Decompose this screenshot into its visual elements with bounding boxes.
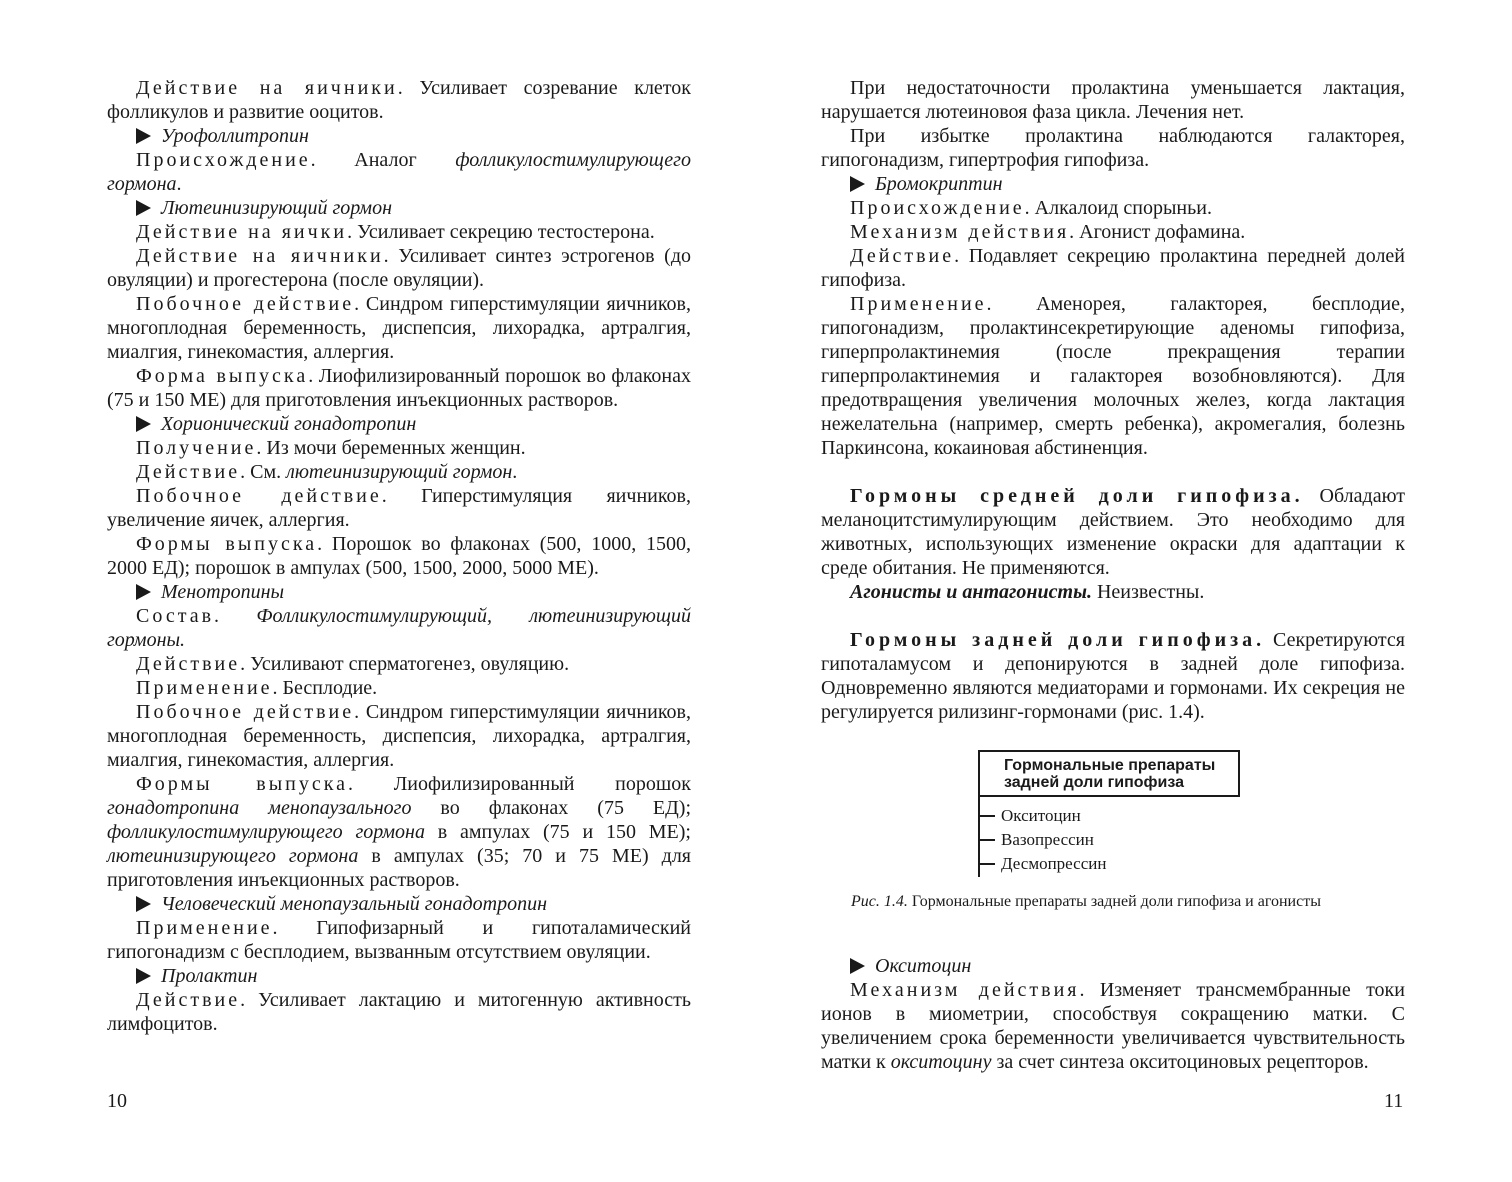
paragraph: При недостаточности пролактина уменьшается лактация, нарушается лютеиновоя фаза цикла. Лечения нет. bbox=[821, 77, 1405, 123]
triangle-bullet-icon bbox=[136, 416, 151, 432]
paragraph: Действие. См. лютеинизирующий гормон. bbox=[136, 461, 518, 483]
page-number: 10 bbox=[107, 1090, 127, 1112]
paragraph: Применение. Аменорея, галакторея, бесплодие, гипогонадизм, пролактинсекретирующие аденомы гипофиза, гиперпролактинемия (после прекращения терапии гиперпролактинемия и галакторея возобновляются). Для предотвращения увеличения молочных желез, когда лактация нежелательна (например, смерть ребенка), акромегалия, болезнь Паркинсона, кокаиновая абстиненция. bbox=[821, 293, 1405, 459]
section-paragraph: Агонисты и антагонисты. Неизвестны. bbox=[850, 581, 1205, 603]
paragraph: Механизм действия. Изменяет трансмембранные токи ионов в миометрии, способствуя сокращению матки. С увеличением срока беременности увеличивается чувствительность матки к окситоцину за счет синтеза окситоциновых рецепторов. bbox=[821, 979, 1405, 1073]
section-heading: Агонисты и антагонисты. bbox=[850, 581, 1092, 603]
paragraph: Происхождение. Аналог фолликулостимулирующего гормона. bbox=[107, 149, 691, 195]
left-page bbox=[107, 76, 691, 1036]
drug-heading: Пролактин bbox=[107, 964, 691, 988]
paragraph: Состав. Фолликулостимулирующий, лютеинизирующий гормоны. bbox=[107, 605, 692, 651]
triangle-bullet-icon bbox=[136, 896, 151, 912]
paragraph: Происхождение. Алкалоид спорыньи. bbox=[850, 197, 1212, 219]
paragraph: Механизм действия. Агонист дофамина. bbox=[850, 221, 1246, 243]
paragraph: Действие. Усиливает лактацию и митогенную активность лимфоцитов. bbox=[107, 989, 691, 1035]
paragraph: Действие на яички. Усиливает секрецию тестостерона. bbox=[136, 221, 655, 243]
drug-heading: Менотропины bbox=[107, 580, 691, 604]
figure-caption: Рис. 1.4. Гормональные препараты задней доли гипофиза и агонисты bbox=[851, 893, 1321, 910]
connector-tick bbox=[978, 815, 995, 817]
figure-item: Вазопрессин bbox=[978, 830, 1094, 850]
paragraph: Побочное действие. Гиперстимуляция яичников, увеличение яичек, аллергия. bbox=[107, 485, 691, 531]
paragraph: Действие. Усиливают сперматогенез, овуляцию. bbox=[136, 653, 570, 675]
paragraph: Форма выпуска. Лиофилизированный порошок во флаконах (75 и 150 МЕ) для приготовления инъекционных растворов. bbox=[107, 365, 692, 411]
drug-heading: Урофоллитропин bbox=[107, 124, 691, 148]
triangle-bullet-icon bbox=[136, 200, 151, 216]
paragraph: Побочное действие. Синдром гиперстимуляции яичников, многоплодная беременность, диспепсия, лихорадка, артралгия, миалгия, гинекомастия, аллергия. bbox=[107, 701, 691, 771]
spacer bbox=[821, 460, 1405, 484]
section-paragraph: Гормоны задней доли гипофиза. Секретируются гипоталамусом и депонируются в задней доле гипофиза. Одновременно являются медиаторами и гормонами. Их секреция не регулируется рилизинг-гормонами (рис. 1.4). bbox=[821, 629, 1405, 723]
spacer bbox=[821, 912, 1405, 934]
section-heading: Гормоны задней доли гипофиза. bbox=[850, 629, 1266, 651]
paragraph: Действие на яичники. Усиливает синтез эстрогенов (до овуляции) и прогестерона (после овуляции). bbox=[107, 245, 691, 291]
connector-tick bbox=[978, 863, 995, 865]
paragraph: При избытке пролактина наблюдаются галакторея, гипогонадизм, гипертрофия гипофиза. bbox=[821, 125, 1405, 171]
triangle-bullet-icon bbox=[136, 584, 151, 600]
figure-1-4 bbox=[821, 750, 1405, 892]
paragraph: Формы выпуска. Лиофилизированный порошок гонадотропина менопаузального во флаконах (75 ЕД); фолликулостимулирующего гормона в ампулах (75 и 150 МЕ); лютеинизирующего гормона в ампулах (35; 70 и 75 МЕ) для приготовления инъекционных растворов. bbox=[107, 773, 691, 891]
spacer bbox=[821, 604, 1405, 628]
paragraph: Формы выпуска. Порошок во флаконах (500, 1000, 1500, 2000 ЕД); порошок в ампулах (500, 1500, 2000, 5000 МЕ). bbox=[107, 533, 691, 579]
paragraph: Действие на яичники. Усиливает созревание клеток фолликулов и развитие ооцитов. bbox=[107, 77, 691, 123]
section-paragraph: Гормоны средней доли гипофиза. Обладают меланоцитстимулирующим действием. Это необходимо для животных, использующих изменение окраски для адаптации к среде обитания. Не применяются. bbox=[821, 485, 1405, 579]
drug-heading: Бромокриптин bbox=[821, 172, 1405, 196]
paragraph: Применение. Гипофизарный и гипоталамический гипогонадизм с бесплодием, вызванным отсутствием овуляции. bbox=[107, 917, 691, 963]
triangle-bullet-icon bbox=[850, 176, 865, 192]
triangle-bullet-icon bbox=[850, 958, 865, 974]
paragraph: Получение. Из мочи беременных женщин. bbox=[136, 437, 526, 459]
figure-item: Десмопрессин bbox=[978, 854, 1106, 874]
drug-heading: Лютеинизирующий гормон bbox=[107, 196, 691, 220]
connector-tick bbox=[978, 839, 995, 841]
paragraph: Применение. Бесплодие. bbox=[136, 677, 378, 699]
page-number: 11 bbox=[1384, 1090, 1404, 1112]
drug-heading: Человеческий менопаузальный гонадотропин bbox=[107, 892, 691, 916]
drug-heading: Окситоцин bbox=[821, 954, 1405, 978]
right-page bbox=[821, 76, 1405, 1074]
triangle-bullet-icon bbox=[136, 968, 151, 984]
paragraph: Действие. Подавляет секрецию пролактина передней долей гипофиза. bbox=[821, 245, 1405, 291]
figure-item: Окситоцин bbox=[978, 806, 1081, 826]
paragraph: Побочное действие. Синдром гиперстимуляции яичников, многоплодная беременность, диспепсия, лихорадка, артралгия, миалгия, гинекомастия, аллергия. bbox=[107, 293, 691, 363]
figure-box: Гормональные препараты задней доли гипофиза bbox=[978, 750, 1240, 797]
drug-heading: Хорионический гонадотропин bbox=[107, 412, 691, 436]
triangle-bullet-icon bbox=[136, 128, 151, 144]
section-heading: Гормоны средней доли гипофиза. bbox=[850, 485, 1304, 507]
